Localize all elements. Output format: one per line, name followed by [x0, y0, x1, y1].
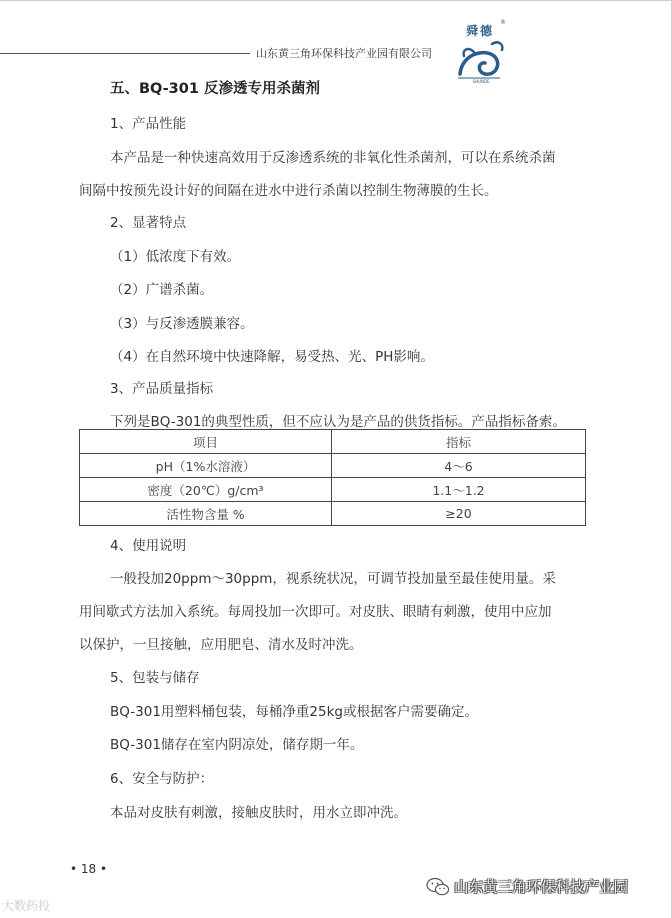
page-frame-top [0, 0, 672, 1]
watermark-account-name: 山东黄三角环保科技产业园 [454, 880, 628, 896]
paragraph-line: 以保护，一旦接触，应用肥皂、清水及时冲洗。 [79, 637, 363, 653]
list-item: （4）在自然环境中快速降解，易受热、光、PH影响。 [110, 349, 434, 365]
header-rule [0, 53, 250, 54]
paragraph: 本品对皮肤有刺激，接触皮肤时，用水立即冲洗。 [110, 805, 407, 821]
table-row [80, 454, 586, 478]
paragraph-line: 用间歇式方法加入系统。每周投加一次即可。对皮肤、眼睛有刺激，使用中应加 [79, 604, 552, 620]
table-intro: 下列是BQ-301的典型性质，但不应认为是产品的供货指标。产品指标备索。 [110, 414, 566, 430]
table-header-cell: 指标 [332, 430, 586, 454]
logo-text: 舜德 [466, 24, 495, 38]
list-item: （2）广谱杀菌。 [110, 282, 214, 298]
page-number: • 18 • [70, 862, 108, 876]
heading-performance: 1、产品性能 [110, 116, 187, 132]
wechat-icon [426, 877, 450, 897]
table-cell: ≥20 [332, 502, 586, 526]
paragraph: BQ-301用塑料桶包装，每桶净重25kg或根据客户需要确定。 [110, 704, 478, 720]
heading-quality: 3、产品质量指标 [110, 381, 214, 397]
heading-packaging: 5、包装与储存 [110, 670, 200, 686]
paragraph-line: 一般投加20ppm～30ppm，视系统状况，可调节投加量至最佳使用量。采 [110, 571, 556, 587]
table-row [80, 478, 586, 502]
heading-usage: 4、使用说明 [110, 538, 187, 554]
list-item: （1）低浓度下有效。 [110, 249, 241, 265]
spec-table [79, 429, 586, 526]
table-cell: 4～6 [332, 454, 586, 478]
watermark-right [426, 876, 628, 897]
table-cell: 1.1～1.2 [332, 478, 586, 502]
paragraph-line: 间隔中按预先设计好的间隔在进水中进行杀菌以控制生物薄膜的生长。 [79, 183, 498, 199]
list-item: （3）与反渗透膜兼容。 [110, 316, 254, 332]
registered-mark: ® [500, 19, 506, 26]
table-cell: 密度（20℃）g/cm³ [80, 478, 332, 502]
section-title: 五、BQ-301 反渗透专用杀菌剂 [110, 81, 320, 97]
table-cell: pH（1%水溶液） [80, 454, 332, 478]
heading-features: 2、显著特点 [110, 215, 187, 231]
heading-safety: 6、安全与防护： [110, 771, 214, 787]
table-header-row [80, 430, 586, 454]
table-cell: 活性物含量 % [80, 502, 332, 526]
table-row [80, 502, 586, 526]
paragraph-line: 本产品是一种快速高效用于反渗透系统的非氧化性杀菌剂，可以在系统杀菌 [110, 150, 556, 166]
watermark-left: 大数药投 [2, 899, 51, 913]
company-logo [452, 19, 510, 84]
table-header-cell: 项目 [80, 430, 332, 454]
svg-text:SHUNDE: SHUNDE [472, 79, 490, 84]
paragraph: BQ-301储存在室内阴凉处，储存期一年。 [110, 737, 364, 753]
header-company-name: 山东黄三角环保科技产业园有限公司 [256, 47, 432, 60]
